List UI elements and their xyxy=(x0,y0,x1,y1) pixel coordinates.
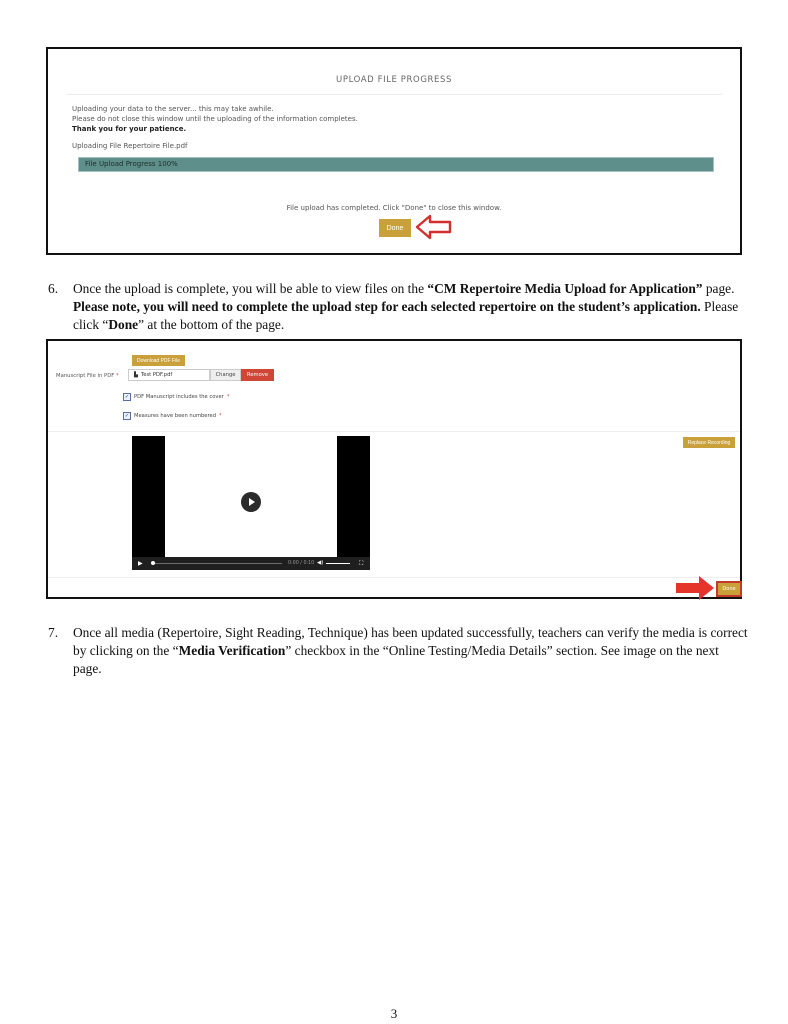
dialog-title: UPLOAD FILE PROGRESS xyxy=(336,75,452,85)
step-text-part: page. xyxy=(702,281,735,296)
file-name: Test PDF.pdf xyxy=(141,372,173,378)
fullscreen-icon[interactable]: ⛶ xyxy=(359,560,364,567)
step-text-part: ” at the bottom of the page. xyxy=(138,317,285,332)
step-text xyxy=(73,624,748,678)
step-text-part: ” checkbox in the “Online Testing/Media Details” section. See image on the next page. xyxy=(73,643,719,676)
step-text xyxy=(73,280,748,334)
time-display: 0:00 / 0:10 xyxy=(288,561,315,566)
play-button-icon[interactable]: ▶ xyxy=(138,560,143,567)
step-bold-page-name: “CM Repertoire Media Upload for Application” xyxy=(427,281,703,296)
upload-progress-bar xyxy=(78,157,714,172)
step-text-part: Once all media (Repertoire, Sight Reading, Technique) has been updated successfully, teachers can verify the media is correct by clicking on the “ xyxy=(73,625,748,658)
video-letterbox-right xyxy=(337,436,370,570)
change-button[interactable]: Change xyxy=(210,369,241,381)
step-6 xyxy=(48,280,748,334)
manuscript-label xyxy=(56,373,119,379)
replace-recording-button[interactable]: Replace Recording xyxy=(683,437,735,448)
step-number: 7. xyxy=(48,625,59,640)
step-text-part: Please click “ xyxy=(73,299,739,332)
video-player[interactable] xyxy=(132,436,370,570)
video-controls xyxy=(132,557,370,570)
measures-checkbox-row[interactable] xyxy=(123,412,222,420)
cover-checkbox-label: PDF Manuscript includes the cover xyxy=(134,394,224,400)
page-number: 3 xyxy=(390,1006,398,1021)
volume-slider[interactable] xyxy=(326,563,350,564)
uploading-file-name: Uploading File Repertoire File.pdf xyxy=(72,142,188,150)
required-mark: * xyxy=(116,373,119,379)
check-icon[interactable]: ✓ xyxy=(124,394,130,400)
step-bold-note: Please note, you will need to complete the upload step for each selected repertoire on the student’s application. xyxy=(73,299,701,314)
step-bold-done: Done xyxy=(108,317,139,332)
step-number: 6. xyxy=(48,281,59,296)
step-7 xyxy=(48,624,748,678)
upload-message-3: Thank you for your patience. xyxy=(72,125,187,133)
volume-icon[interactable]: ◀) xyxy=(317,560,324,566)
video-letterbox-left xyxy=(132,436,165,570)
done-button[interactable]: Done xyxy=(379,219,411,237)
upload-message-2: Please do not close this window until the uploading of the information completes. xyxy=(72,115,358,123)
upload-message-1: Uploading your data to the server... this may take awhile. xyxy=(72,105,274,113)
cover-checkbox-row[interactable] xyxy=(123,393,229,401)
step-text-part: Once the upload is complete, you will be able to view files on the xyxy=(73,281,428,296)
measures-checkbox-label: Measures have been numbered xyxy=(134,413,217,419)
step-bold-media-verification: Media Verification xyxy=(178,643,286,658)
footer-divider xyxy=(48,577,740,578)
play-icon[interactable] xyxy=(241,492,261,512)
file-name-field[interactable] xyxy=(128,369,210,381)
remove-button[interactable]: Remove xyxy=(241,369,274,381)
required-mark: * xyxy=(219,413,222,419)
upload-complete-message: File upload has completed. Click "Done" to close this window. xyxy=(286,204,502,212)
seek-bar[interactable] xyxy=(152,563,282,564)
media-upload-screenshot xyxy=(46,339,742,599)
left-arrow-icon xyxy=(415,214,453,240)
done-button[interactable]: Done xyxy=(718,583,740,595)
manuscript-label-text: Manuscript File in PDF xyxy=(56,373,115,379)
upload-progress-screenshot xyxy=(46,47,742,255)
title-divider xyxy=(66,94,722,95)
right-arrow-icon xyxy=(675,575,715,601)
file-icon: ▙ xyxy=(134,372,138,378)
check-icon[interactable]: ✓ xyxy=(124,413,130,419)
seek-handle[interactable] xyxy=(151,561,155,565)
required-mark: * xyxy=(226,394,230,400)
upload-progress-label: File Upload Progress 100% xyxy=(85,160,178,168)
section-divider xyxy=(48,431,740,432)
download-pdf-button[interactable]: Download PDF File xyxy=(132,355,185,366)
